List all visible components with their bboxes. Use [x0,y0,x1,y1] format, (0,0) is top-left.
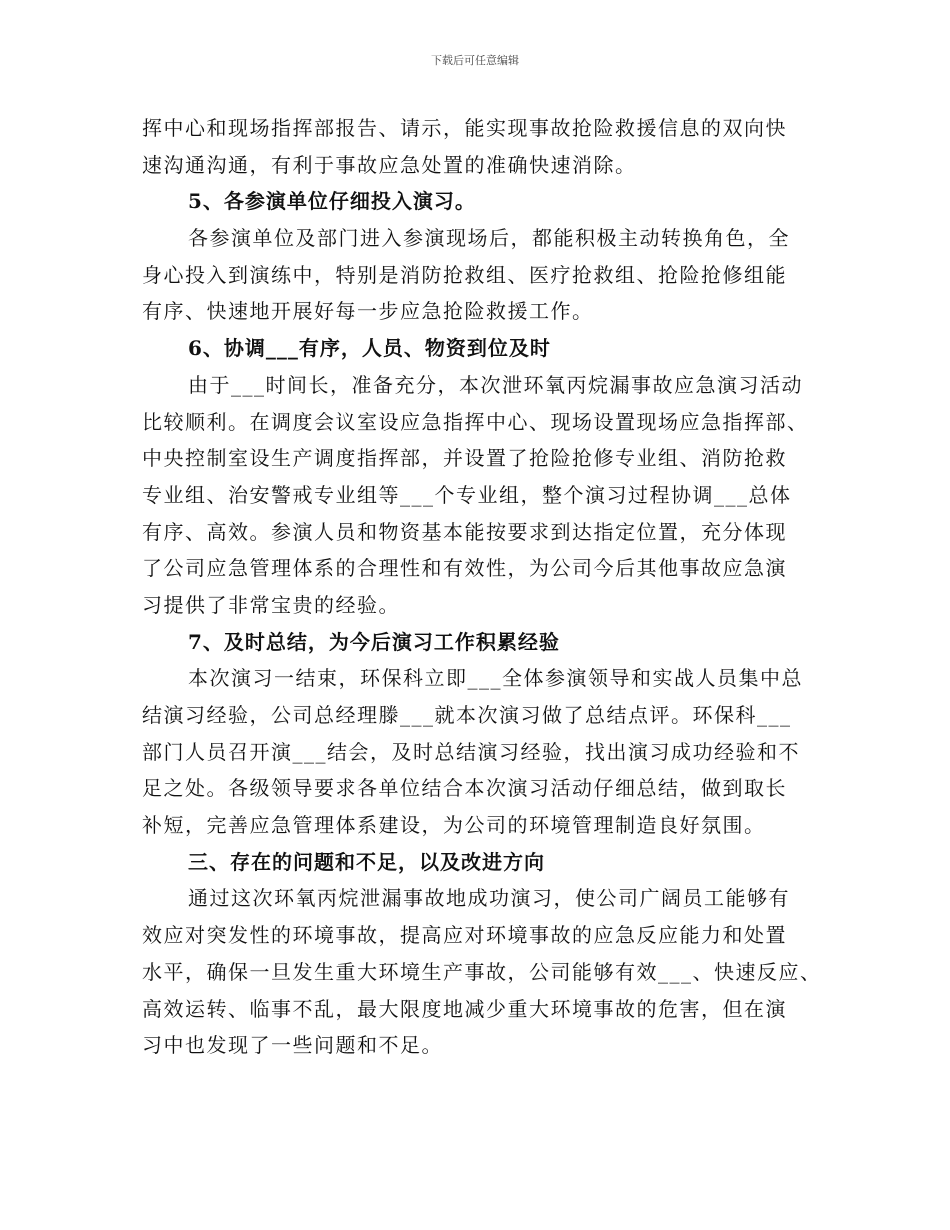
paragraph-line: 各参演单位及部门进入参演现场后，都能积极主动转换角色，全 [188,226,790,251]
paragraph-line: 了公司应急管理体系的合理性和有效性，为公司今后其他事故应急演 [142,556,787,581]
section-heading: 5、各参演单位仔细投入演习。 [188,189,476,214]
paragraph-line: 由于___时间长，准备充分，本次泄环氧丙烷漏事故应急演习活动 [188,372,803,397]
page-header: 下载后可任意编辑 [431,54,519,67]
paragraph-line: 水平，确保一旦发生重大环境生产事故，公司能够有效___、快速反应、 [142,959,822,984]
paragraph-line: 身心投入到演练中，特别是消防抢救组、医疗抢救组、抢险抢修组能 [142,262,787,287]
paragraph-line: 习提供了非常宝贵的经验。 [142,592,400,617]
paragraph-line: 中央控制室设生产调度指挥部，并设置了抢险抢修专业组、消防抢救 [142,446,787,471]
section-heading: 7、及时总结，为今后演习工作积累经验 [188,629,560,654]
document-body [142,110,822,1064]
paragraph-line: 效应对突发性的环境事故，提高应对环境事故的应急反应能力和处置 [142,923,787,948]
paragraph-line: 足之处。各级领导要求各单位结合本次演习活动仔细总结，做到取长 [142,776,787,801]
section-heading: 三、存在的问题和不足，以及改进方向 [188,849,545,874]
paragraph-line: 比较顺利。在调度会议室设应急指挥中心、现场设置现场应急指挥部、 [142,409,809,434]
section-heading: 6、协调___有序，人员、物资到位及时 [188,336,551,361]
paragraph-line: 本次演习一结束，环保科立即___全体参演领导和实战人员集中总 [188,666,803,691]
paragraph-line: 习中也发现了一些问题和不足。 [142,1033,443,1058]
paragraph-line: 有序、快速地开展好每一步应急抢险救援工作。 [142,299,594,324]
paragraph-line: 结演习经验，公司总经理滕___就本次演习做了总结点评。环保科___ [142,703,792,727]
paragraph-line: 挥中心和现场指挥部报告、请示，能实现事故抢险救援信息的双向快 [142,116,787,140]
paragraph-line: 补短，完善应急管理体系建设，为公司的环境管理制造良好氛围。 [142,813,766,838]
paragraph-line: 高效运转、临事不乱，最大限度地减少重大环境事故的危害，但在演 [142,996,787,1021]
paragraph-line: 通过这次环氧丙烷泄漏事故地成功演习，使公司广阔员工能够有 [188,886,790,911]
paragraph-line: 部门人员召开演___结会，及时总结演习经验，找出演习成功经验和不 [142,739,800,764]
paragraph-line: 速沟通沟通，有利于事故应急处置的准确快速消除。 [142,152,637,177]
paragraph-line: 有序、高效。参演人员和物资基本能按要求到达指定位置，充分体现 [142,519,787,544]
paragraph-line: 专业组、治安警戒专业组等___个专业组，整个演习过程协调___总体 [142,482,792,507]
